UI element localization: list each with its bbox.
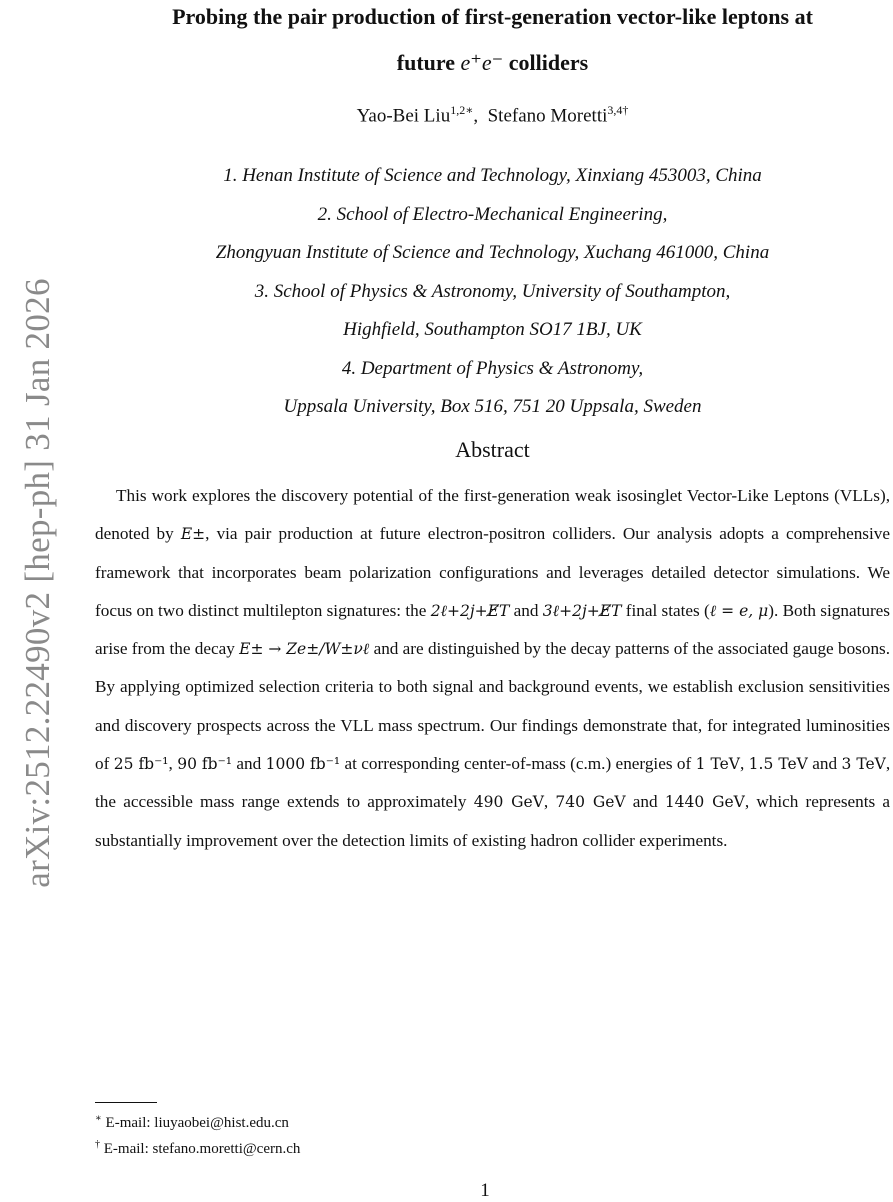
footnote-item bbox=[95, 1134, 300, 1160]
math-lumi-25: 25 fb⁻¹ bbox=[113, 755, 169, 774]
math-mass-1440: 1440 GeV bbox=[664, 793, 745, 812]
footnotes bbox=[95, 1108, 300, 1160]
arxiv-identifier-stamp: arXiv:2512.22490v2 [hep-ph] 31 Jan 2026 bbox=[18, 278, 57, 888]
title-line-1: Probing the pair production of first-generation vector-like leptons at bbox=[172, 4, 813, 29]
math-signature-2l: 2ℓ+2j+E̸T bbox=[430, 601, 510, 620]
affiliation-line: 2. School of Electro-Mechanical Engineering, bbox=[317, 203, 668, 225]
title-line-2: future e⁺e⁻ colliders bbox=[396, 50, 589, 75]
abstract-paragraph: This work explores the discovery potential of the first-generation weak isosinglet Vector-Like Leptons (VLLs), denoted by E±, via pair production at future electron-positron colliders. Our analysis adopts a comprehensive framework that incorporates beam polarization configurations and leverages detailed detector simulations. We focus on two distinct multilepton signatures: the 2ℓ+2j+E̸T and 3ℓ+2j+E̸T final states (ℓ = e, μ). Both signatures arise from the decay E± → Ze±/W±νℓ and are distinguished by the decay patterns of the associated gauge bosons. By applying optimized selection criteria to both signal and background events, we establish exclusion sensitivities and discovery prospects across the VLL mass spectrum. Our findings demonstrate that, for integrated luminosities of 25 fb⁻¹, 90 fb⁻¹ and 1000 fb⁻¹ at corresponding center-of-mass (c.m.) energies of 1 TeV, 1.5 TeV and 3 TeV, the accessible mass range extends to approximately 490 GeV, 740 GeV and 1440 GeV, which represents a substantially improvement over the detection limits of existing hadron collider experiments. bbox=[95, 486, 891, 850]
math-E-pm: E± bbox=[180, 525, 206, 544]
author-affiliation-mark: 1,2∗ bbox=[450, 103, 474, 117]
abstract-body bbox=[95, 477, 890, 860]
math-decay: E± → Ze±/W±νℓ bbox=[239, 640, 370, 659]
footnote-item bbox=[95, 1108, 300, 1134]
title-math-epem: e⁺e⁻ bbox=[460, 50, 504, 75]
affiliation-line: 1. Henan Institute of Science and Technology, Xinxiang 453003, China bbox=[223, 165, 762, 186]
author-name: Stefano Moretti bbox=[487, 105, 608, 127]
footnote-rule bbox=[95, 1102, 157, 1103]
affiliation-list bbox=[95, 157, 890, 427]
footnote-email: E-mail: liuyaobei@hist.edu.cn bbox=[105, 1115, 289, 1131]
footnote-mark: † bbox=[95, 1139, 100, 1150]
author-list: Yao-Bei Liu$^{1,2∗}$, Stefano Moretti$^{3,4\dagger}$ bbox=[356, 103, 629, 127]
paper-title bbox=[95, 0, 890, 86]
math-lepton-def: ℓ = e, μ bbox=[709, 601, 769, 620]
footnote-mark: ∗ bbox=[95, 1113, 102, 1124]
math-lumi-1000: 1000 fb⁻¹ bbox=[265, 755, 341, 774]
affiliation-line: Zhongyuan Institute of Science and Technology, Xuchang 461000, China bbox=[215, 242, 770, 263]
author-affiliation-mark: 3,4† bbox=[607, 103, 629, 117]
affiliation-line: 4. Department of Physics & Astronomy, bbox=[341, 357, 644, 379]
affiliation-line: Highfield, Southampton SO17 1BJ, UK bbox=[343, 319, 642, 340]
math-energy-1-5: 1.5 TeV bbox=[748, 755, 808, 774]
math-mass-490: 490 GeV bbox=[473, 793, 544, 812]
math-energy-3: 3 TeV bbox=[841, 755, 886, 774]
author-name: Yao-Bei Liu bbox=[356, 105, 451, 127]
affiliation-line: Uppsala University, Box 516, 751 20 Uppsala, Sweden bbox=[283, 396, 702, 417]
math-lumi-90: 90 fb⁻¹ bbox=[177, 755, 232, 774]
footnote-email: E-mail: stefano.moretti@cern.ch bbox=[103, 1141, 301, 1157]
affiliation-line: 3. School of Physics & Astronomy, University of Southampton, bbox=[254, 280, 731, 302]
math-mass-740: 740 GeV bbox=[555, 793, 626, 812]
math-energy-1: 1 TeV bbox=[695, 755, 740, 774]
page-number: 1 bbox=[480, 1180, 490, 1201]
abstract-heading: Abstract bbox=[455, 437, 530, 462]
math-signature-3l: 3ℓ+2j+E̸T bbox=[542, 601, 622, 620]
